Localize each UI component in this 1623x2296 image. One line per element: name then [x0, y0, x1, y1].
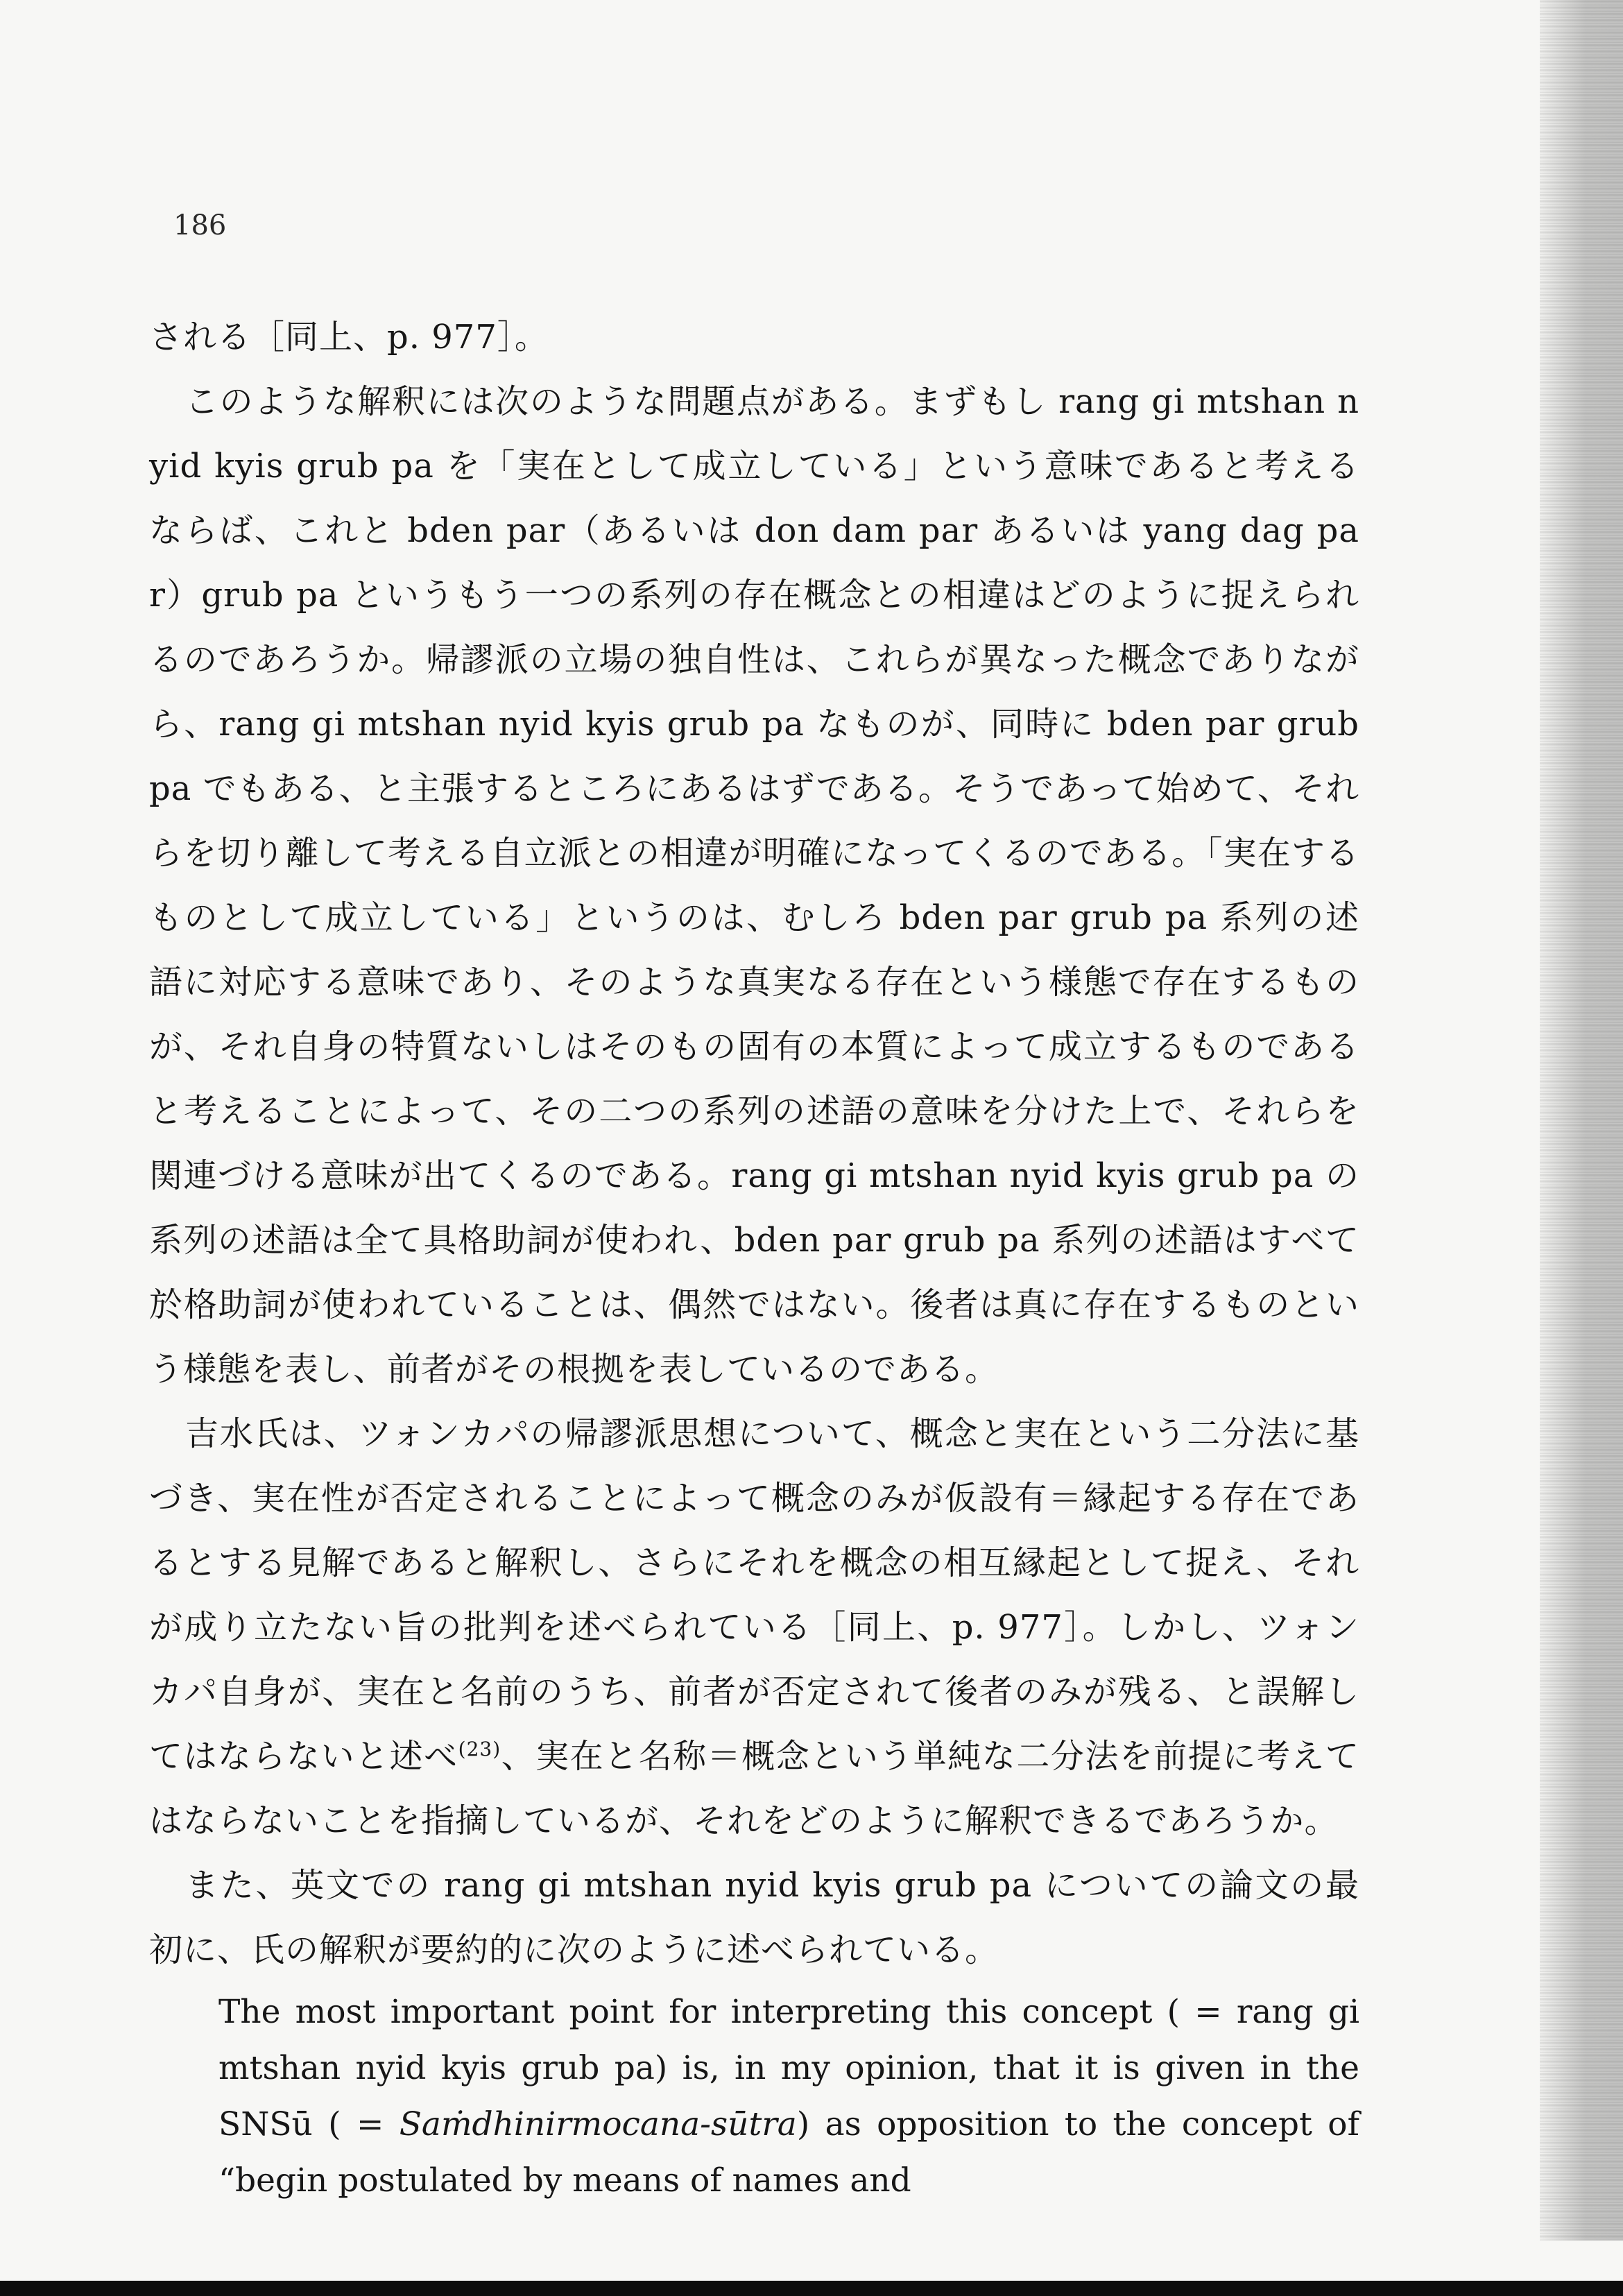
quote-part2: ) as opposition to the concept of “begin postulated by means of names and	[218, 2105, 1359, 2200]
page-number: 186	[173, 209, 227, 241]
footnote-marker-23: (23)	[458, 1738, 501, 1760]
block-quote	[218, 1984, 1359, 2209]
paragraph-yoshimizu-text-after: 、実在と名称＝概念という単純な二分法を前提に考えてはならないことを指摘しているが、それをどのように解釈できるであろうか。	[149, 1737, 1359, 1840]
paragraph-yoshimizu	[149, 1402, 1359, 1853]
scan-bottom-edge	[0, 2281, 1623, 2296]
paragraph-problem: このような解釈には次のような問題点がある。まずもし rang gi mtshan nyid kyis grub pa を「実在として成立している」という意味であると考えるならば、これと bden par（あるいは don dam par あるいは yang dag par）grub pa というもう一つの系列の存在概念との相違はどのように捉えられるのであろうか。帰謬派の立場の独自性は、これらが異なった概念でありながら、rang gi mtshan nyid kyis grub pa なものが、同時に bden par grub pa でもある、と主張するところにあるはずである。そうであって始めて、それらを切り離して考える自立派との相違が明確になってくるのである。「実在するものとして成立している」というのは、むしろ bden par grub pa 系列の述語に対応する意味であり、そのような真実なる存在という様態で存在するものが、それ自身の特質ないしはそのもの固有の本質によって成立するものであると考えることによって、その二つの系列の述語の意味を分けた上で、それらを関連づける意味が出てくるのである。rang gi mtshan nyid kyis grub pa の系列の述語は全て具格助詞が使われ、bden par grub pa 系列の述語はすべて於格助詞が使われていることは、偶然ではない。後者は真に存在するものという様態を表し、前者がその根拠を表しているのである。	[149, 382, 1359, 1389]
paragraph-continuation: される［同上、p. 977］。	[149, 318, 549, 357]
scan-edge-shadow	[1540, 0, 1623, 2241]
paragraph-english-article: また、英文での rang gi mtshan nyid kyis grub pa についての論文の最初に、氏の解釈が要約的に次のように述べられている。	[149, 1866, 1359, 1969]
quote-italic-title: Saṁdhinirmocana-sūtra	[399, 2105, 797, 2143]
paragraph-yoshimizu-text: 吉水氏は、ツォンカパの帰謬派思想について、概念と実在という二分法に基づき、実在性が否定されることによって概念のみが仮設有＝縁起する存在であるとする見解であると解釈し、さらにそれを概念の相互縁起として捉え、それが成り立たない旨の批判を述べられている［同上、p. 977］。しかし、ツォンカパ自身が、実在と名前のうち、前者が否定されて後者のみが残る、と誤解してはならないと述べ	[149, 1414, 1359, 1776]
quote-part1: The most important point for interpreting this concept ( = rang gi mtshan nyid kyis grub pa) is, in my opinion, that it is given in the SNSū ( =	[218, 1993, 1359, 2143]
main-text	[149, 305, 1359, 2209]
